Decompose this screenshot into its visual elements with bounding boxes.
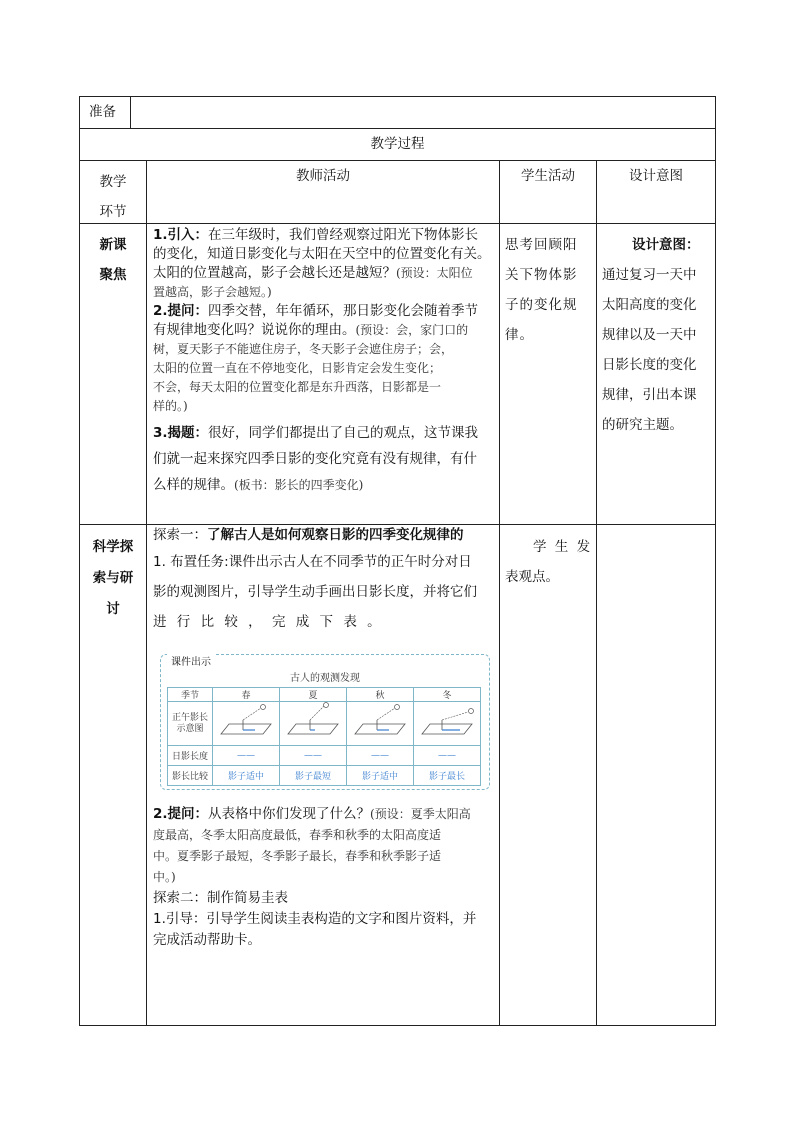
figure-header-summer: 夏	[280, 688, 347, 702]
compare-winter: 影子最长	[414, 766, 481, 786]
row1-stage: 新课 聚焦	[99, 237, 127, 283]
col-teacher-header: 教师活动	[296, 168, 350, 184]
row1-design: 设计意图： 通过复习一天中 太阳高度的变化 规律以及一天中 日影长度的变化 规律，引出本课 的研究主题。	[602, 237, 700, 433]
row1-teacher: 1.引入：在三年级时，我们曾经观察过阳光下物体影长 的变化，知道日影变化与太阳在天空中的位置变化有关。 太阳的位置越高，影子会越长还是越短？(预设：太阳位 置越高，影子会越短。) 2.提问：四季交替，年年循环，那日影变化会随着季节 有规律地变化吗？说说你的理由。(预设：会，家门口的 树，夏天影子不能遮住房子，冬天影子会遮住房子；会， 太阳的位置一直在不停地变化，日影肯定会发生变化； 不会，每天太阳的位置变化都是东升西落，日影都是一 样的。) 3.揭题：很好，同学们都提出了自己的观点，这节课我 们就一起来探究四季日影的变化究竟有没有规律，有什 么样的规律。(板书：影长的四季变化)	[153, 227, 491, 493]
row2-teacher-bottom: 2.提问：从表格中你们发现了什么？(预设：夏季太阳高 度最高，冬季太阳高度最低，春季和秋季的太阳高度适 中。夏季影子最短，冬季影子最长，春季和秋季影子适 中。) 探索二：制作简易圭表 1.引导：引导学生阅读圭表构造的文字和图片资料，并 完成活动帮助卡。	[153, 806, 477, 948]
length-spring: ——	[213, 746, 280, 766]
length-autumn: ——	[347, 746, 414, 766]
summer-shadow-diagram	[280, 702, 347, 746]
figure-title: 古人的观测发现	[290, 673, 360, 684]
figure-header-season: 季节	[168, 688, 213, 702]
figure-table	[167, 687, 481, 786]
figure-header-autumn: 秋	[347, 688, 414, 702]
col-stage-header: 教学 环节	[99, 174, 127, 220]
row2-teacher-top: 探索一：了解古人是如何观察日影的四季变化规律的 1. 布置任务:课件出示古人在不同季节的正午时分对日 影的观测图片，引导学生动手画出日影长度，并将它们 进 行 比 较 ， 完 成 下 表 。	[153, 527, 477, 630]
figure-length-label: 日影长度	[168, 746, 213, 766]
figure-tag: 课件出示	[167, 653, 215, 668]
col-student-header: 学生活动	[521, 168, 575, 184]
figure-header-winter: 冬	[414, 688, 481, 702]
compare-summer: 影子最短	[280, 766, 347, 786]
row2-stage: 科学探 索与研 讨	[92, 539, 134, 617]
figure-compare-label: 影长比较	[168, 766, 213, 786]
figure-diagram-label: 正午影长 示意图	[168, 702, 213, 746]
observation-figure	[160, 654, 490, 790]
autumn-shadow-diagram	[347, 702, 414, 746]
compare-autumn: 影子适中	[347, 766, 414, 786]
section-title: 教学过程	[370, 136, 425, 152]
row1-student: 思考回顾阳 关下物体影 子的变化规 律。	[505, 237, 578, 343]
prep-label: 准备	[89, 104, 116, 120]
row2-student: 学 生 发 表观点。	[505, 539, 593, 585]
winter-shadow-diagram	[414, 702, 481, 746]
length-summer: ——	[280, 746, 347, 766]
compare-spring: 影子适中	[213, 766, 280, 786]
col-design-header: 设计意图	[629, 168, 683, 184]
length-winter: ——	[414, 746, 481, 766]
spring-shadow-diagram	[213, 702, 280, 746]
figure-header-spring: 春	[213, 688, 280, 702]
